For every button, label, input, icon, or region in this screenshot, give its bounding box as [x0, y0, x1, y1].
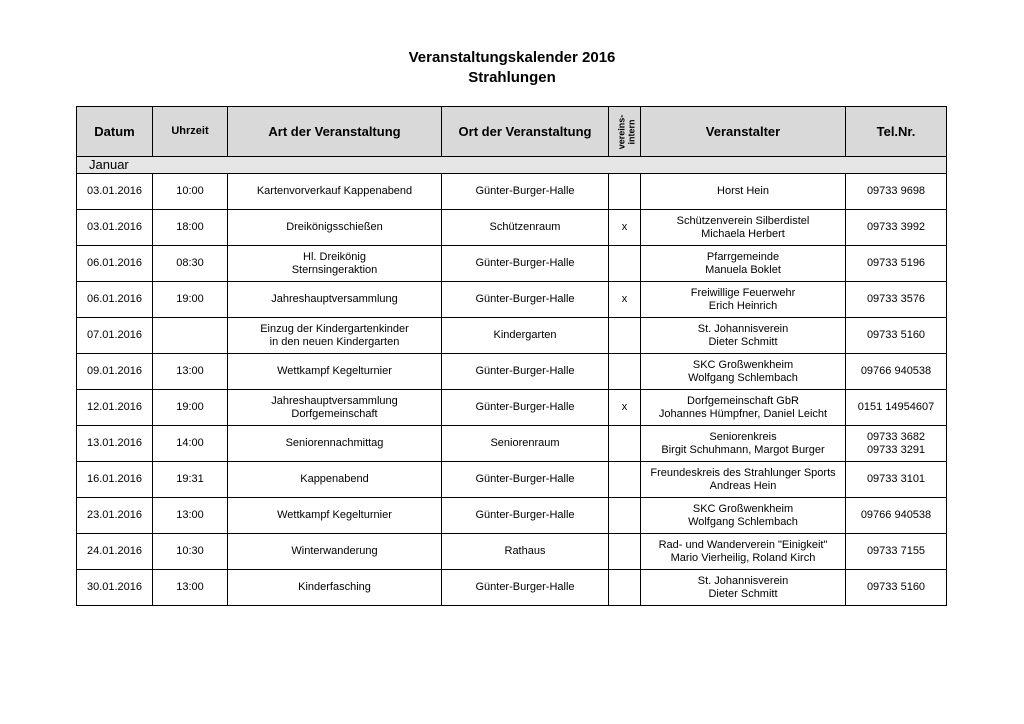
cell-telnr-line: 09733 5196 [866, 257, 926, 269]
cell-art [228, 318, 442, 354]
cell-art-line: Sternsingeraktion [291, 263, 378, 276]
cell-vereinsintern: x [609, 210, 641, 246]
cell-veranstalter-line: Manuela Boklet [705, 263, 781, 276]
cell-veranstalter [641, 570, 846, 606]
cell-datum: 09.01.2016 [77, 354, 153, 390]
cell-telnr [846, 570, 947, 606]
cell-art [228, 570, 442, 606]
table-row [77, 246, 947, 282]
cell-telnr-line: 09733 5160 [866, 581, 926, 593]
cell-ort: Günter-Burger-Halle [442, 282, 609, 318]
cell-veranstalter-line: Johannes Hümpfner, Daniel Leicht [658, 407, 828, 420]
month-row [77, 157, 947, 174]
cell-ort: Schützenraum [442, 210, 609, 246]
cell-datum: 03.01.2016 [77, 174, 153, 210]
cell-veranstalter-line: Freiwillige Feuerwehr [690, 286, 796, 299]
table-row [77, 534, 947, 570]
cell-veranstalter-line: SKC Großwenkheim [692, 502, 794, 515]
cell-ort: Rathaus [442, 534, 609, 570]
cell-ort: Günter-Burger-Halle [442, 354, 609, 390]
column-header-ort: Ort der Veranstaltung [442, 107, 609, 157]
cell-vereinsintern [609, 462, 641, 498]
event-calendar-table [76, 106, 947, 606]
document-header [0, 48, 1024, 88]
cell-vereinsintern [609, 246, 641, 282]
column-header-datum: Datum [77, 107, 153, 157]
cell-ort: Seniorenraum [442, 426, 609, 462]
cell-ort: Günter-Burger-Halle [442, 246, 609, 282]
cell-telnr-line: 09766 940538 [860, 365, 932, 377]
cell-ort: Günter-Burger-Halle [442, 390, 609, 426]
cell-datum: 06.01.2016 [77, 282, 153, 318]
cell-art [228, 246, 442, 282]
cell-telnr-line: 09733 3291 [866, 443, 926, 456]
cell-art [228, 210, 442, 246]
column-header-art: Art der Veranstaltung [228, 107, 442, 157]
cell-telnr [846, 354, 947, 390]
cell-veranstalter-line: Andreas Hein [709, 479, 777, 492]
table-row [77, 498, 947, 534]
cell-veranstalter-line: Wolfgang Schlembach [688, 515, 798, 528]
cell-telnr-line: 09733 3576 [866, 293, 926, 305]
cell-telnr [846, 390, 947, 426]
cell-art-line: Kinderfasching [298, 581, 371, 593]
cell-uhrzeit: 19:00 [153, 282, 228, 318]
cell-art-line: Dreikönigsschießen [286, 221, 383, 233]
cell-telnr-line: 09733 7155 [866, 545, 926, 557]
cell-veranstalter [641, 246, 846, 282]
vereinsintern-vertical-label [616, 114, 636, 149]
cell-veranstalter-line: Schützenverein Silberdistel [676, 214, 810, 227]
cell-art-line: Kartenvorverkauf Kappenabend [256, 185, 413, 197]
cell-telnr-line: 09733 5160 [866, 329, 926, 341]
cell-art [228, 462, 442, 498]
cell-vereinsintern [609, 498, 641, 534]
cell-uhrzeit: 19:00 [153, 390, 228, 426]
cell-telnr [846, 534, 947, 570]
column-header-uhrzeit: Uhrzeit [153, 107, 228, 157]
cell-veranstalter-line: Erich Heinrich [708, 299, 778, 312]
table-row [77, 390, 947, 426]
cell-veranstalter [641, 534, 846, 570]
cell-veranstalter-line: Pfarrgemeinde [706, 250, 780, 263]
cell-veranstalter-line: SKC Großwenkheim [692, 358, 794, 371]
column-header-vereinsintern [609, 107, 641, 157]
cell-veranstalter-line: St. Johannisverein [697, 574, 789, 587]
cell-datum: 07.01.2016 [77, 318, 153, 354]
table-row [77, 210, 947, 246]
cell-telnr-line: 09733 3682 [866, 430, 926, 443]
vereinsintern-label-line-2: intern [626, 119, 637, 145]
table-body [77, 157, 947, 606]
cell-veranstalter-line: Freundeskreis des Strahlunger Sports [650, 466, 836, 479]
cell-veranstalter [641, 174, 846, 210]
cell-vereinsintern: x [609, 282, 641, 318]
cell-telnr [846, 174, 947, 210]
cell-datum: 06.01.2016 [77, 246, 153, 282]
cell-veranstalter [641, 462, 846, 498]
cell-veranstalter-line: Rad- und Wanderverein "Einigkeit" [658, 538, 828, 551]
table-row [77, 426, 947, 462]
cell-uhrzeit: 13:00 [153, 570, 228, 606]
cell-vereinsintern [609, 174, 641, 210]
cell-telnr [846, 246, 947, 282]
column-header-telnr: Tel.Nr. [846, 107, 947, 157]
page-subtitle: Strahlungen [468, 69, 556, 86]
table-header-row [77, 107, 947, 157]
cell-ort: Günter-Burger-Halle [442, 174, 609, 210]
cell-telnr [846, 426, 947, 462]
cell-veranstalter-line: Mario Vierheilig, Roland Kirch [670, 551, 816, 564]
table-row [77, 174, 947, 210]
cell-art-line: in den neuen Kindergarten [269, 335, 400, 348]
cell-uhrzeit: 13:00 [153, 354, 228, 390]
cell-art-line: Jahreshauptversammlung [271, 394, 398, 407]
cell-art [228, 426, 442, 462]
cell-datum: 30.01.2016 [77, 570, 153, 606]
cell-vereinsintern [609, 354, 641, 390]
cell-telnr [846, 210, 947, 246]
cell-art-line: Wettkampf Kegelturnier [277, 509, 392, 521]
cell-telnr-line: 09766 940538 [860, 509, 932, 521]
cell-vereinsintern [609, 318, 641, 354]
cell-telnr-line: 09733 3992 [866, 221, 926, 233]
cell-telnr-line: 09733 9698 [866, 185, 926, 197]
cell-veranstalter [641, 210, 846, 246]
cell-uhrzeit [153, 318, 228, 354]
cell-veranstalter-line: St. Johannisverein [697, 322, 789, 335]
table-row [77, 318, 947, 354]
cell-art [228, 390, 442, 426]
table-row [77, 282, 947, 318]
cell-veranstalter-line: Dieter Schmitt [708, 587, 778, 600]
cell-ort: Günter-Burger-Halle [442, 570, 609, 606]
cell-art [228, 534, 442, 570]
cell-art-line: Winterwanderung [291, 545, 378, 557]
cell-uhrzeit: 10:00 [153, 174, 228, 210]
cell-datum: 16.01.2016 [77, 462, 153, 498]
cell-telnr [846, 318, 947, 354]
cell-veranstalter [641, 354, 846, 390]
cell-vereinsintern [609, 570, 641, 606]
cell-datum: 13.01.2016 [77, 426, 153, 462]
cell-vereinsintern: x [609, 390, 641, 426]
cell-vereinsintern [609, 534, 641, 570]
cell-veranstalter-line: Horst Hein [717, 185, 769, 197]
cell-vereinsintern [609, 426, 641, 462]
cell-art-line: Einzug der Kindergartenkinder [260, 322, 409, 335]
cell-telnr [846, 462, 947, 498]
cell-veranstalter [641, 282, 846, 318]
cell-veranstalter-line: Dieter Schmitt [708, 335, 778, 348]
cell-datum: 12.01.2016 [77, 390, 153, 426]
cell-art-line: Jahreshauptversammlung [271, 293, 398, 305]
month-label: Januar [77, 157, 947, 174]
table-row [77, 570, 947, 606]
cell-art-line: Wettkampf Kegelturnier [277, 365, 392, 377]
cell-veranstalter [641, 390, 846, 426]
table-row [77, 462, 947, 498]
cell-uhrzeit: 18:00 [153, 210, 228, 246]
cell-veranstalter [641, 318, 846, 354]
cell-uhrzeit: 10:30 [153, 534, 228, 570]
cell-veranstalter [641, 426, 846, 462]
cell-uhrzeit: 13:00 [153, 498, 228, 534]
cell-veranstalter-line: Seniorenkreis [709, 430, 777, 443]
cell-veranstalter-line: Michaela Herbert [701, 227, 785, 240]
vereinsintern-label-line-1: vereins- [616, 114, 627, 149]
cell-datum: 23.01.2016 [77, 498, 153, 534]
cell-veranstalter-line: Birgit Schuhmann, Margot Burger [661, 443, 825, 456]
table-row [77, 354, 947, 390]
cell-uhrzeit: 19:31 [153, 462, 228, 498]
cell-art [228, 354, 442, 390]
cell-art-line: Kappenabend [300, 473, 369, 485]
cell-uhrzeit: 08:30 [153, 246, 228, 282]
cell-art [228, 498, 442, 534]
cell-ort: Kindergarten [442, 318, 609, 354]
cell-art-line: Seniorennachmittag [285, 437, 384, 449]
cell-veranstalter [641, 498, 846, 534]
cell-ort: Günter-Burger-Halle [442, 498, 609, 534]
cell-veranstalter-line: Dorfgemeinschaft GbR [687, 394, 799, 407]
cell-datum: 03.01.2016 [77, 210, 153, 246]
cell-datum: 24.01.2016 [77, 534, 153, 570]
cell-uhrzeit: 14:00 [153, 426, 228, 462]
cell-veranstalter-line: Wolfgang Schlembach [688, 371, 798, 384]
cell-art-line: Hl. Dreikönig [303, 250, 366, 263]
cell-art [228, 174, 442, 210]
cell-art [228, 282, 442, 318]
cell-telnr-line: 09733 3101 [866, 473, 926, 485]
page-title: Veranstaltungskalender 2016 [408, 49, 616, 66]
cell-art-line: Dorfgemeinschaft [291, 407, 378, 420]
cell-telnr [846, 498, 947, 534]
cell-telnr-line: 0151 14954607 [857, 401, 935, 413]
cell-ort: Günter-Burger-Halle [442, 462, 609, 498]
cell-telnr [846, 282, 947, 318]
column-header-veranstalter: Veranstalter [641, 107, 846, 157]
